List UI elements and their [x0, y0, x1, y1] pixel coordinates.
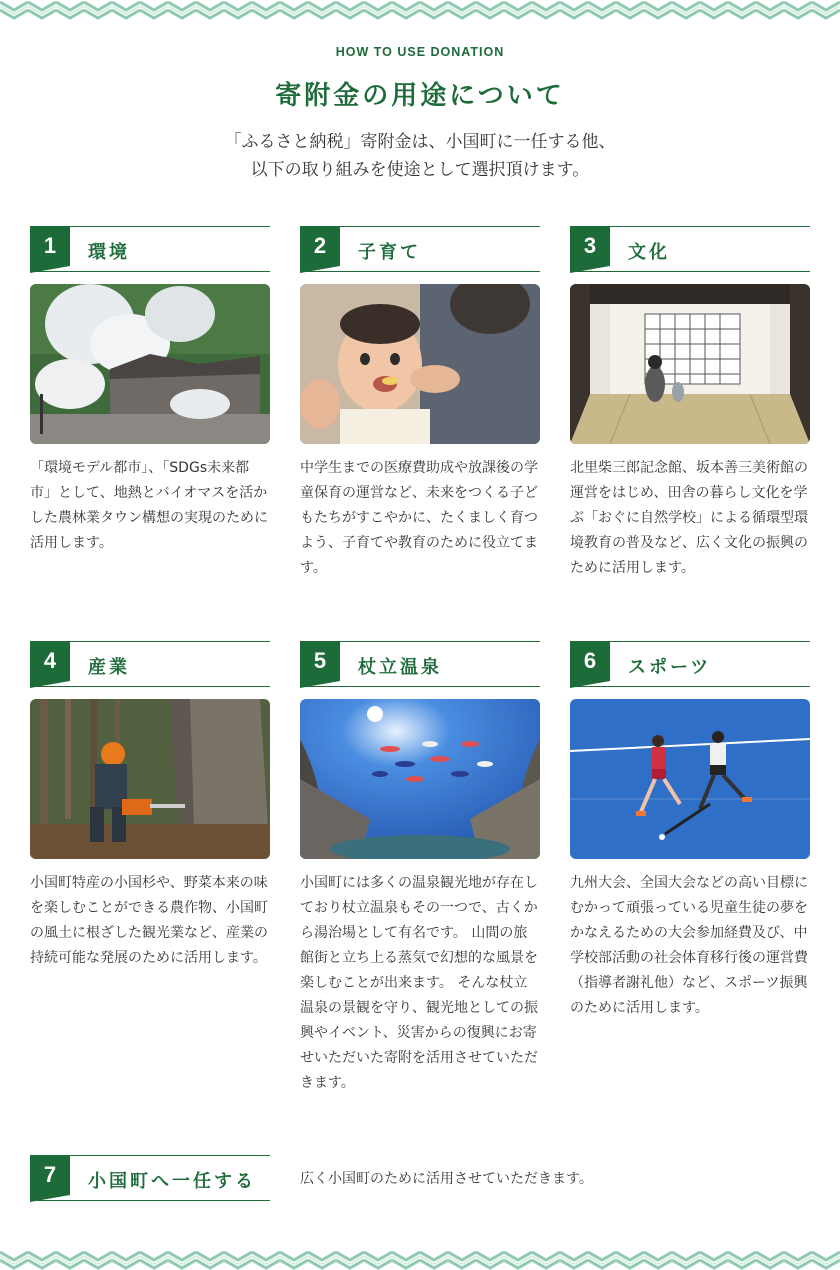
baby-eating-photo [300, 284, 540, 444]
intro-line: 以下の取り組みを使途として選択頂けます。 [250, 160, 590, 180]
card-header [300, 226, 540, 272]
usage-card-industry [30, 641, 270, 1001]
usage-card-tsuetate-onsen [300, 641, 540, 1121]
card-label: 子育て [358, 242, 421, 263]
card-description: 北里柴三郎記念館、坂本善三美術館の運営をはじめ、田舎の暮らし文化を学ぶ「おぐに自然学校」による循環型環境教育の普及など、広く文化の振興のために活用します。 [570, 460, 808, 576]
card-label: 杖立温泉 [358, 657, 442, 678]
card-label: 環境 [88, 242, 130, 263]
card-description: 九州大会、全国大会などの高い目標にむかって頑張っている児童生徒の夢をかなえるための大会参加経費及び、中学校部活動の社会体育移行後の運営費（指導者謝礼他）など、スポーツ振興のために活用します。 [570, 875, 808, 1016]
usage-card-sports [570, 641, 810, 1051]
museum-tatami-room-photo [570, 284, 810, 444]
card-description: 広く小国町のために活用させていただきます。 [300, 1171, 593, 1187]
usage-card-childcare [300, 226, 540, 586]
zigzag-pattern [0, 1250, 840, 1270]
usage-card-environment [30, 226, 270, 566]
card-label: スポーツ [628, 657, 712, 678]
intro-line: 「ふるさと納税」寄附金は、小国町に一任する他、 [224, 132, 616, 152]
card-label: 産業 [88, 657, 130, 678]
card-description: 「環境モデル都市」、「SDGs未来都市」として、地熱とバイオマスを活かした農林業タウン構想の実現のために活用します。 [30, 460, 268, 551]
card-label: 文化 [628, 242, 670, 263]
card-header [30, 226, 270, 272]
card-header [570, 641, 810, 687]
card-label: 小国町へ一任する [88, 1171, 256, 1192]
field-hockey-players-photo [570, 699, 810, 859]
page-title: 寄附金の用途について [275, 81, 565, 111]
card-number: 1 [30, 226, 70, 266]
card-header [570, 226, 810, 272]
usage-card-entrust-to-town [30, 1155, 270, 1201]
geothermal-steam-village-photo [30, 284, 270, 444]
card-header [30, 1155, 270, 1201]
card-number: 7 [30, 1155, 70, 1195]
card-number: 2 [300, 226, 340, 266]
card-number: 5 [300, 641, 340, 681]
usage-card-culture [570, 226, 810, 606]
card-description: 小国町特産の小国杉や、野菜本来の味を楽しむことができる農作物、小国町の風土に根ざした観光業など、産業の持続可能な発展のために活用します。 [30, 875, 268, 966]
card-description: 小国町には多くの温泉観光地が存在しており杖立温泉もその一つで、古くから湯治場として有名です。 山間の旅館街と立ち上る蒸気で幻想的な風景を楽しむことが出来ます。 そんな杖立温泉の景観を守り、観光地としての振興やイベント、災害からの復興にお寄せいただいた寄附を活用させていただきます。 [300, 875, 538, 1091]
card-header [300, 641, 540, 687]
decorative-pattern-top [0, 0, 840, 20]
intro-text [0, 128, 840, 184]
card-number: 3 [570, 226, 610, 266]
card-number: 4 [30, 641, 70, 681]
section-eyebrow: HOW TO USE DONATION [335, 45, 505, 59]
zigzag-pattern [0, 0, 840, 20]
koinobori-hot-spring-town-photo [300, 699, 540, 859]
forestry-chainsaw-cedar-photo [30, 699, 270, 859]
decorative-pattern-bottom [0, 1250, 840, 1270]
card-description: 中学生までの医療費助成や放課後の学童保育の運営など、未来をつくる子どもたちがすこやかに、たくましく育つよう、子育てや教育のために役立てます。 [300, 460, 538, 576]
card-header [30, 641, 270, 687]
card-number: 6 [570, 641, 610, 681]
